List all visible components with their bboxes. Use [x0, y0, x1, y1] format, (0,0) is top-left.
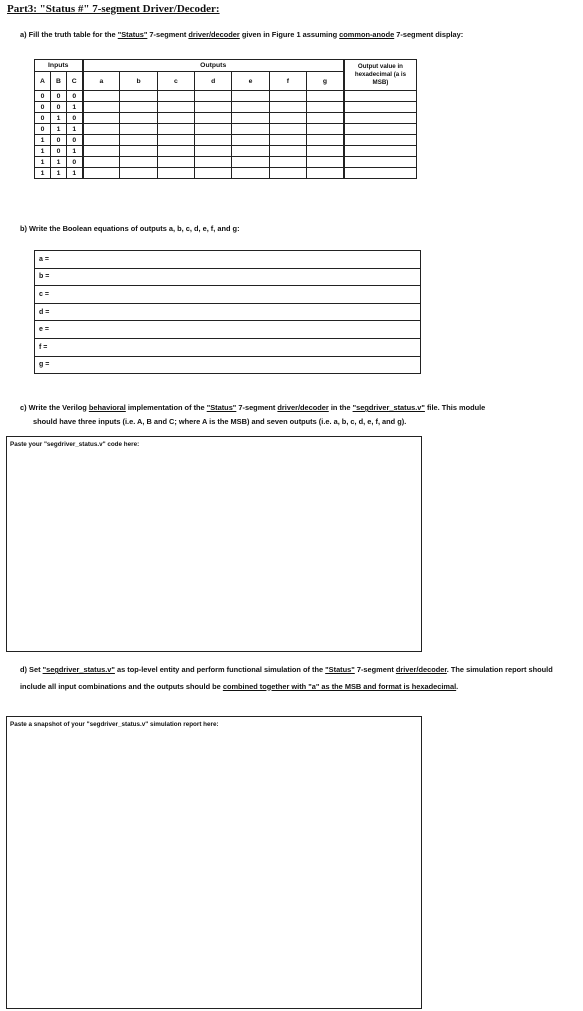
table-row	[35, 146, 417, 157]
equation-label: b =	[35, 268, 421, 286]
question-d-driver: driver/decoder	[395, 665, 447, 674]
output-cell[interactable]	[269, 91, 306, 102]
equation-row[interactable]	[35, 286, 421, 304]
input-cell: 0	[67, 91, 83, 102]
output-cell[interactable]	[232, 146, 269, 157]
output-cell[interactable]	[307, 157, 344, 168]
question-d-p2: as top-level entity and perform functional simulation of the	[114, 665, 326, 674]
question-d-p3: 7-segment	[354, 665, 396, 674]
question-c-file: "segdriver_status.v"	[352, 403, 425, 412]
output-cell[interactable]	[83, 91, 120, 102]
equation-row[interactable]	[35, 251, 421, 269]
output-cell[interactable]	[195, 113, 232, 124]
output-cell[interactable]	[269, 113, 306, 124]
output-cell[interactable]	[195, 91, 232, 102]
input-cell: 0	[51, 91, 67, 102]
equation-label: c =	[35, 286, 421, 304]
question-d-combined: combined together with "a" as the MSB and format is hexadecimal	[222, 681, 457, 691]
question-a-driver: driver/decoder	[188, 30, 240, 39]
input-cell: 0	[51, 135, 67, 146]
output-cell[interactable]	[120, 157, 157, 168]
output-cell[interactable]	[157, 124, 194, 135]
input-cell: 1	[51, 168, 67, 179]
input-cell: 1	[67, 168, 83, 179]
output-cell[interactable]	[83, 157, 120, 168]
output-cell[interactable]	[157, 102, 194, 113]
input-cell: 0	[67, 113, 83, 124]
question-a-status: "Status"	[117, 30, 148, 39]
output-cell[interactable]	[232, 102, 269, 113]
output-cell[interactable]	[232, 135, 269, 146]
output-cell[interactable]	[195, 135, 232, 146]
input-col-a: A	[35, 72, 51, 91]
output-cell[interactable]	[120, 146, 157, 157]
output-col-f: f	[269, 72, 306, 91]
output-cell[interactable]	[157, 91, 194, 102]
output-cell[interactable]	[307, 91, 344, 102]
equation-row[interactable]	[35, 356, 421, 374]
question-a-prefix: a) Fill the truth table for the	[20, 30, 118, 39]
output-cell[interactable]	[157, 146, 194, 157]
hex-cell[interactable]	[344, 135, 417, 146]
table-row	[35, 168, 417, 179]
question-a-mid1: 7-segment	[147, 30, 189, 39]
question-d-file: "segdriver_status.v"	[42, 665, 115, 674]
truth-table	[34, 59, 417, 179]
equation-label: a =	[35, 251, 421, 269]
hex-cell[interactable]	[344, 91, 417, 102]
output-cell[interactable]	[307, 113, 344, 124]
input-col-b: B	[51, 72, 67, 91]
output-cell[interactable]	[307, 135, 344, 146]
input-cell: 1	[51, 124, 67, 135]
question-d	[20, 662, 580, 695]
output-cell[interactable]	[157, 168, 194, 179]
input-cell: 1	[67, 146, 83, 157]
equation-row[interactable]	[35, 268, 421, 286]
inputs-group-header: Inputs	[35, 60, 83, 72]
input-cell: 0	[51, 102, 67, 113]
question-c-p5: file. This module	[424, 403, 486, 412]
question-c-p3: 7-segment	[236, 403, 278, 412]
question-d-p5: .	[456, 681, 459, 691]
input-cell: 0	[35, 124, 51, 135]
output-cell[interactable]	[157, 135, 194, 146]
question-d-p1: d) Set	[20, 665, 43, 674]
output-cell[interactable]	[83, 146, 120, 157]
input-cell: 0	[35, 102, 51, 113]
hex-cell[interactable]	[344, 168, 417, 179]
output-cell[interactable]	[307, 102, 344, 113]
output-cell[interactable]	[120, 91, 157, 102]
equation-row[interactable]	[35, 321, 421, 339]
table-row	[35, 157, 417, 168]
outputs-group-header: Outputs	[83, 60, 344, 72]
output-cell[interactable]	[157, 113, 194, 124]
input-cell: 1	[35, 157, 51, 168]
equation-row[interactable]	[35, 303, 421, 321]
table-row	[35, 113, 417, 124]
question-c-line2: should have three inputs (i.e. A, B and C; where A is the MSB) and seven outputs (i.e. a, b, c, d, e, f, and g).	[33, 417, 407, 426]
output-cell[interactable]	[120, 135, 157, 146]
output-cell[interactable]	[83, 168, 120, 179]
output-cell[interactable]	[232, 168, 269, 179]
hex-cell[interactable]	[344, 124, 417, 135]
code-box-label: Paste your "segdriver_status.v" code here:	[10, 441, 140, 448]
output-cell[interactable]	[232, 157, 269, 168]
question-c-behavioral: behavioral	[88, 403, 126, 412]
question-a-mid2: given in Figure 1 assuming	[239, 30, 340, 39]
input-cell: 1	[51, 157, 67, 168]
question-c-p2: implementation of the	[125, 403, 207, 412]
question-d-status: "Status"	[325, 665, 355, 674]
hex-cell[interactable]	[344, 113, 417, 124]
output-cell[interactable]	[157, 157, 194, 168]
output-cell[interactable]	[232, 113, 269, 124]
input-cell: 1	[51, 113, 67, 124]
equation-label: e =	[35, 321, 421, 339]
output-cell[interactable]	[307, 168, 344, 179]
table-row	[35, 102, 417, 113]
code-paste-box[interactable]	[6, 436, 422, 652]
output-cell[interactable]	[269, 168, 306, 179]
output-cell[interactable]	[269, 157, 306, 168]
question-a-anode: common-anode	[339, 30, 395, 39]
output-col-e: e	[232, 72, 269, 91]
input-cell: 0	[35, 113, 51, 124]
output-cell[interactable]	[195, 102, 232, 113]
output-cell[interactable]	[232, 91, 269, 102]
input-cell: 1	[35, 146, 51, 157]
input-col-c: C	[67, 72, 83, 91]
output-cell[interactable]	[83, 102, 120, 113]
simulation-box-label: Paste a snapshot of your "segdriver_status.v" simulation report here:	[10, 721, 219, 728]
input-cell: 0	[67, 157, 83, 168]
question-c-driver: driver/decoder	[277, 403, 329, 412]
output-cell[interactable]	[232, 124, 269, 135]
output-col-b: b	[120, 72, 157, 91]
question-c-p1: c) Write the Verilog	[20, 403, 89, 412]
output-cell[interactable]	[195, 124, 232, 135]
output-cell[interactable]	[269, 135, 306, 146]
table-row	[35, 91, 417, 102]
output-cell[interactable]	[120, 124, 157, 135]
output-cell[interactable]	[120, 113, 157, 124]
output-cell[interactable]	[307, 146, 344, 157]
equation-row[interactable]	[35, 338, 421, 356]
input-cell: 1	[35, 168, 51, 179]
equation-label: f =	[35, 338, 421, 356]
hex-cell[interactable]	[344, 157, 417, 168]
question-b: b) Write the Boolean equations of outputs a, b, c, d, e, f, and g:	[20, 224, 240, 233]
input-cell: 1	[67, 124, 83, 135]
output-cell[interactable]	[83, 135, 120, 146]
output-col-a: a	[83, 72, 120, 91]
question-d-p4: . The simulation report should include all input combinations and the outputs should be	[20, 665, 553, 691]
question-a	[20, 28, 463, 42]
hex-output-header: Output value in hexadecimal (a is MSB)	[344, 60, 417, 91]
output-cell[interactable]	[83, 113, 120, 124]
output-cell[interactable]	[120, 168, 157, 179]
table-row	[35, 124, 417, 135]
input-cell: 0	[51, 146, 67, 157]
output-cell[interactable]	[195, 146, 232, 157]
equation-label: g =	[35, 356, 421, 374]
output-col-d: d	[195, 72, 232, 91]
question-c-status: "Status"	[206, 403, 237, 412]
output-cell[interactable]	[307, 124, 344, 135]
input-cell: 0	[67, 135, 83, 146]
input-cell: 1	[35, 135, 51, 146]
hex-cell[interactable]	[344, 146, 417, 157]
input-cell: 1	[67, 102, 83, 113]
hex-cell[interactable]	[344, 102, 417, 113]
page-title: Part3: "Status #" 7-segment Driver/Decoder:	[7, 3, 220, 15]
equations-table	[34, 250, 421, 374]
question-c-p4: in the	[328, 403, 353, 412]
input-cell: 0	[35, 91, 51, 102]
output-cell[interactable]	[269, 146, 306, 157]
question-c	[20, 401, 485, 429]
table-row	[35, 135, 417, 146]
output-cell[interactable]	[269, 102, 306, 113]
output-col-c: c	[157, 72, 194, 91]
question-c-line1	[20, 401, 485, 415]
output-col-g: g	[307, 72, 344, 91]
output-cell[interactable]	[195, 168, 232, 179]
simulation-paste-box[interactable]	[6, 716, 422, 1009]
output-cell[interactable]	[83, 124, 120, 135]
equation-label: d =	[35, 303, 421, 321]
output-cell[interactable]	[269, 124, 306, 135]
output-cell[interactable]	[120, 102, 157, 113]
output-cell[interactable]	[195, 157, 232, 168]
question-a-suffix: 7-segment display:	[394, 30, 464, 39]
